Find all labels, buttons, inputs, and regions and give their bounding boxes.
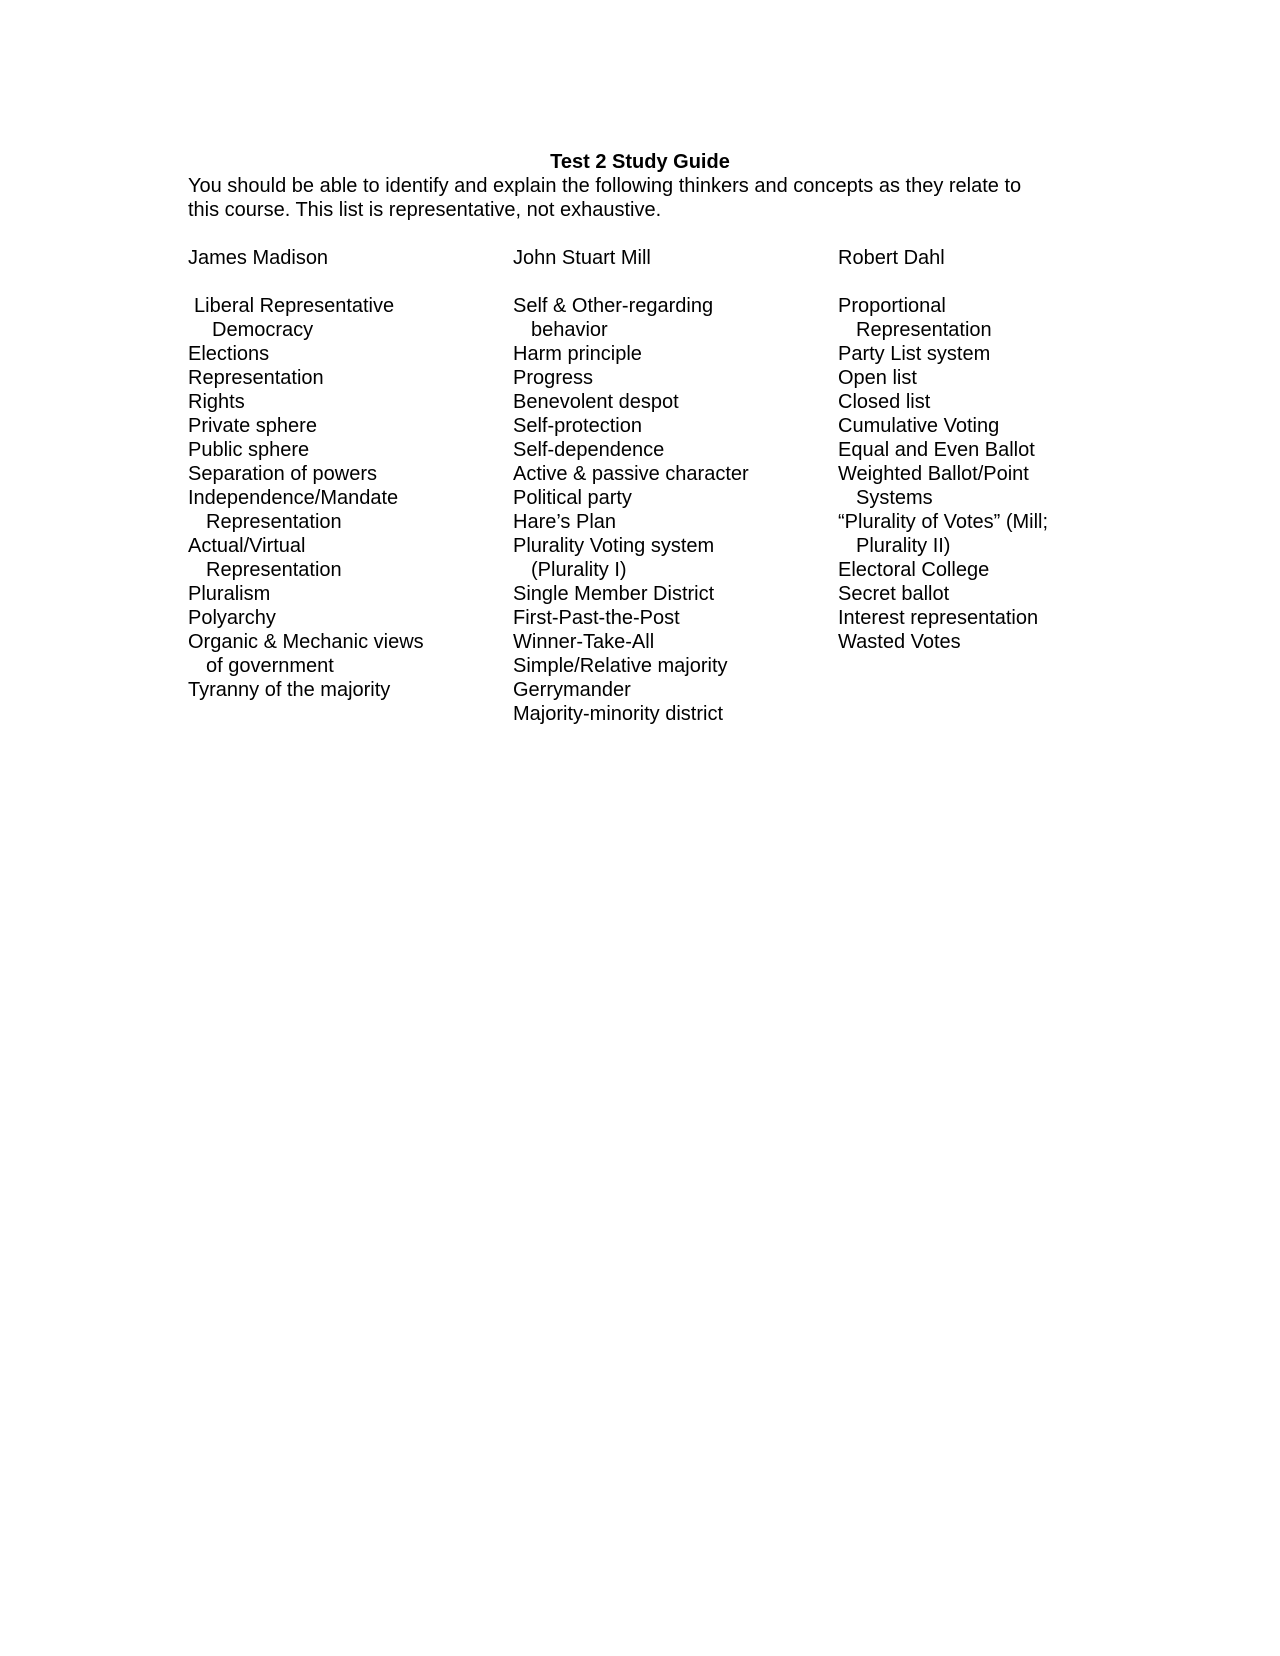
list-item bbox=[513, 294, 833, 342]
column-heading: John Stuart Mill bbox=[513, 247, 651, 269]
term-label: Electoral College bbox=[838, 559, 990, 581]
term-label: Actual/Virtual bbox=[188, 535, 306, 557]
term-label-continued: (Plurality I) bbox=[531, 559, 627, 581]
column-heading: Robert Dahl bbox=[838, 247, 945, 269]
term-label: Separation of powers bbox=[188, 463, 378, 485]
list-item bbox=[188, 366, 508, 390]
term-label: Representation bbox=[188, 367, 324, 389]
term-label: Liberal Representative bbox=[194, 295, 395, 317]
intro-line: You should be able to identify and explain the following thinkers and concepts as they relate to bbox=[188, 175, 1022, 197]
term-label: Harm principle bbox=[513, 343, 642, 365]
term-label-continued: Democracy bbox=[212, 319, 314, 341]
list-item bbox=[838, 630, 1158, 654]
term-label-continued: behavior bbox=[531, 319, 608, 341]
term-label: Open list bbox=[838, 367, 917, 389]
list-item bbox=[188, 582, 508, 606]
term-label: Weighted Ballot/Point bbox=[838, 463, 1029, 485]
term-label: Polyarchy bbox=[188, 607, 276, 629]
list-item bbox=[513, 390, 833, 414]
intro-paragraph bbox=[188, 174, 1068, 222]
term-label: Organic & Mechanic views bbox=[188, 631, 424, 653]
term-label: Elections bbox=[188, 343, 270, 365]
list-item bbox=[838, 414, 1158, 438]
list-item bbox=[513, 438, 833, 462]
list-item bbox=[838, 342, 1158, 366]
list-item bbox=[838, 366, 1158, 390]
term-label: Self & Other-regarding bbox=[513, 295, 714, 317]
term-label: Political party bbox=[513, 487, 632, 509]
list-item bbox=[838, 294, 1158, 342]
column-heading: James Madison bbox=[188, 247, 329, 269]
list-item bbox=[513, 486, 833, 510]
list-item bbox=[513, 678, 833, 702]
term-label: Wasted Votes bbox=[838, 631, 961, 653]
list-item bbox=[838, 582, 1158, 606]
term-list bbox=[513, 294, 833, 726]
term-label-continued: of government bbox=[206, 655, 334, 677]
page-title: Test 2 Study Guide bbox=[550, 151, 730, 173]
term-list bbox=[838, 294, 1158, 654]
term-label: Closed list bbox=[838, 391, 931, 413]
term-label: Progress bbox=[513, 367, 594, 389]
term-label: Simple/Relative majority bbox=[513, 655, 728, 677]
list-item bbox=[188, 678, 508, 702]
term-label: Single Member District bbox=[513, 583, 715, 605]
list-item bbox=[513, 654, 833, 678]
term-list bbox=[188, 294, 508, 702]
column-james-madison bbox=[188, 246, 508, 702]
term-label: First-Past-the-Post bbox=[513, 607, 680, 629]
list-item bbox=[188, 438, 508, 462]
term-label: Rights bbox=[188, 391, 245, 413]
list-item bbox=[838, 462, 1158, 510]
term-label: Private sphere bbox=[188, 415, 317, 437]
list-item bbox=[838, 558, 1158, 582]
list-item bbox=[513, 366, 833, 390]
list-item bbox=[513, 606, 833, 630]
list-item bbox=[513, 510, 833, 534]
term-label: Public sphere bbox=[188, 439, 310, 461]
term-label: Gerrymander bbox=[513, 679, 631, 701]
list-item bbox=[188, 606, 508, 630]
list-item bbox=[188, 630, 508, 678]
term-label: Self-protection bbox=[513, 415, 642, 437]
list-item bbox=[188, 462, 508, 486]
term-label: Tyranny of the majority bbox=[188, 679, 391, 701]
term-label: Independence/Mandate bbox=[188, 487, 399, 509]
column-john-stuart-mill bbox=[513, 246, 833, 726]
list-item bbox=[513, 414, 833, 438]
list-item bbox=[188, 342, 508, 366]
list-item bbox=[838, 510, 1158, 558]
term-label: Interest representation bbox=[838, 607, 1039, 629]
list-item bbox=[838, 390, 1158, 414]
term-label: Self-dependence bbox=[513, 439, 665, 461]
term-label: “Plurality of Votes” (Mill; bbox=[838, 511, 1049, 533]
term-label: Party List system bbox=[838, 343, 991, 365]
list-item bbox=[188, 294, 508, 342]
term-label: Proportional bbox=[838, 295, 946, 317]
list-item bbox=[513, 342, 833, 366]
term-label: Equal and Even Ballot bbox=[838, 439, 1035, 461]
list-item bbox=[188, 390, 508, 414]
list-item bbox=[838, 606, 1158, 630]
list-item bbox=[513, 534, 833, 582]
column-robert-dahl bbox=[838, 246, 1158, 654]
list-item bbox=[513, 462, 833, 486]
term-label: Cumulative Voting bbox=[838, 415, 1000, 437]
list-item bbox=[513, 582, 833, 606]
term-label: Plurality Voting system bbox=[513, 535, 715, 557]
list-item bbox=[513, 630, 833, 654]
term-label-continued: Systems bbox=[856, 487, 933, 509]
term-label-continued: Representation bbox=[856, 319, 992, 341]
term-label: Pluralism bbox=[188, 583, 271, 605]
intro-line: this course. This list is representative, not exhaustive. bbox=[188, 199, 662, 221]
list-item bbox=[188, 534, 508, 582]
term-label-continued: Plurality II) bbox=[856, 535, 951, 557]
term-label: Winner-Take-All bbox=[513, 631, 655, 653]
term-label-continued: Representation bbox=[206, 511, 342, 533]
term-label: Hare’s Plan bbox=[513, 511, 617, 533]
term-label: Active & passive character bbox=[513, 463, 749, 485]
term-label: Benevolent despot bbox=[513, 391, 679, 413]
term-label: Secret ballot bbox=[838, 583, 950, 605]
list-item bbox=[838, 438, 1158, 462]
list-item bbox=[513, 702, 833, 726]
list-item bbox=[188, 414, 508, 438]
term-label-continued: Representation bbox=[206, 559, 342, 581]
list-item bbox=[188, 486, 508, 534]
term-label: Majority-minority district bbox=[513, 703, 724, 725]
